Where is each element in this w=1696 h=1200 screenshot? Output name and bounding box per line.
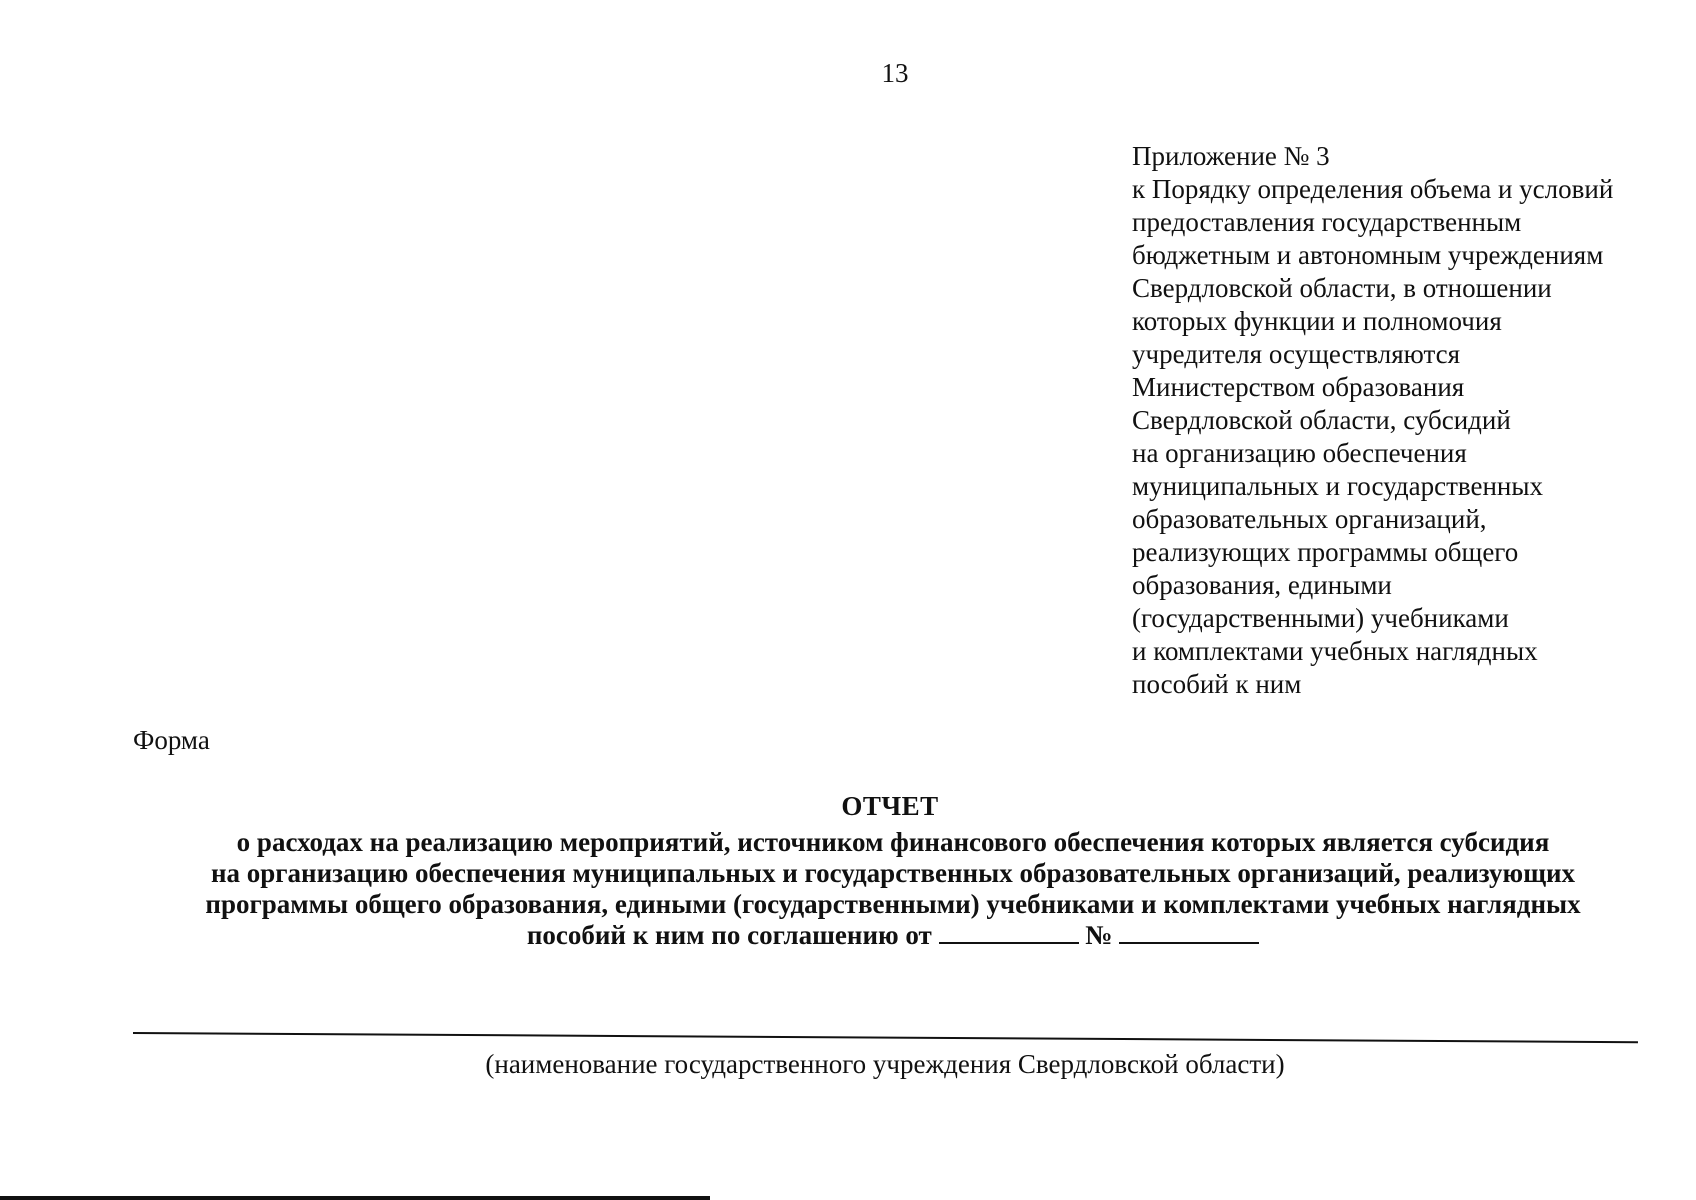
institution-name-line[interactable]: [133, 1032, 1638, 1043]
appendix-line: Свердловской области, субсидий: [1132, 405, 1511, 435]
agreement-date-blank[interactable]: [939, 920, 1079, 944]
appendix-line: реализующих программы общего: [1132, 537, 1519, 567]
appendix-line: которых функции и полномочия: [1132, 306, 1502, 336]
form-label: Форма: [133, 725, 210, 755]
agreement-prefix: пособий к ним по соглашению от: [526, 920, 932, 950]
appendix-line: Свердловской области, в отношении: [1132, 273, 1552, 303]
appendix-line: предоставления государственным: [1132, 207, 1522, 237]
report-subtitle-line: о расходах на реализацию мероприятий, источником финансового обеспечения которых является субсидия: [236, 827, 1550, 857]
appendix-line: и комплектами учебных наглядных: [1132, 636, 1538, 666]
number-sign: №: [1085, 920, 1113, 950]
report-subtitle-last-line: [148, 920, 1638, 951]
appendix-line: образования, едиными: [1132, 570, 1392, 600]
appendix-line: к Порядку определения объема и условий: [1132, 174, 1614, 204]
report-subtitle-line: на организацию обеспечения муниципальных и государственных образовательных организаций, реализующих: [210, 858, 1576, 888]
appendix-line: пособий к ним: [1132, 669, 1302, 699]
appendix-line: бюджетным и автономным учреждениям: [1132, 240, 1604, 270]
page-number: 13: [881, 58, 909, 88]
report-subtitle-line: программы общего образования, едиными (государственными) учебниками и комплектами учебных наглядных: [205, 889, 1581, 919]
report-subtitle: [148, 827, 1638, 951]
appendix-line: Приложение № 3: [1132, 141, 1330, 171]
appendix-line: образовательных организаций,: [1132, 504, 1487, 534]
appendix-line: Министерством образования: [1132, 372, 1465, 402]
agreement-number-blank[interactable]: [1119, 920, 1259, 944]
institution-caption: (наименование государственного учреждения Свердловской области): [485, 1049, 1285, 1079]
appendix-block: [1132, 140, 1613, 701]
appendix-line: на организацию обеспечения: [1132, 438, 1467, 468]
report-title: ОТЧЕТ: [841, 791, 939, 821]
bottom-rule: [0, 1196, 710, 1200]
appendix-line: муниципальных и государственных: [1132, 471, 1543, 501]
appendix-line: учредителя осуществляются: [1132, 339, 1460, 369]
appendix-line: (государственными) учебниками: [1132, 603, 1509, 633]
